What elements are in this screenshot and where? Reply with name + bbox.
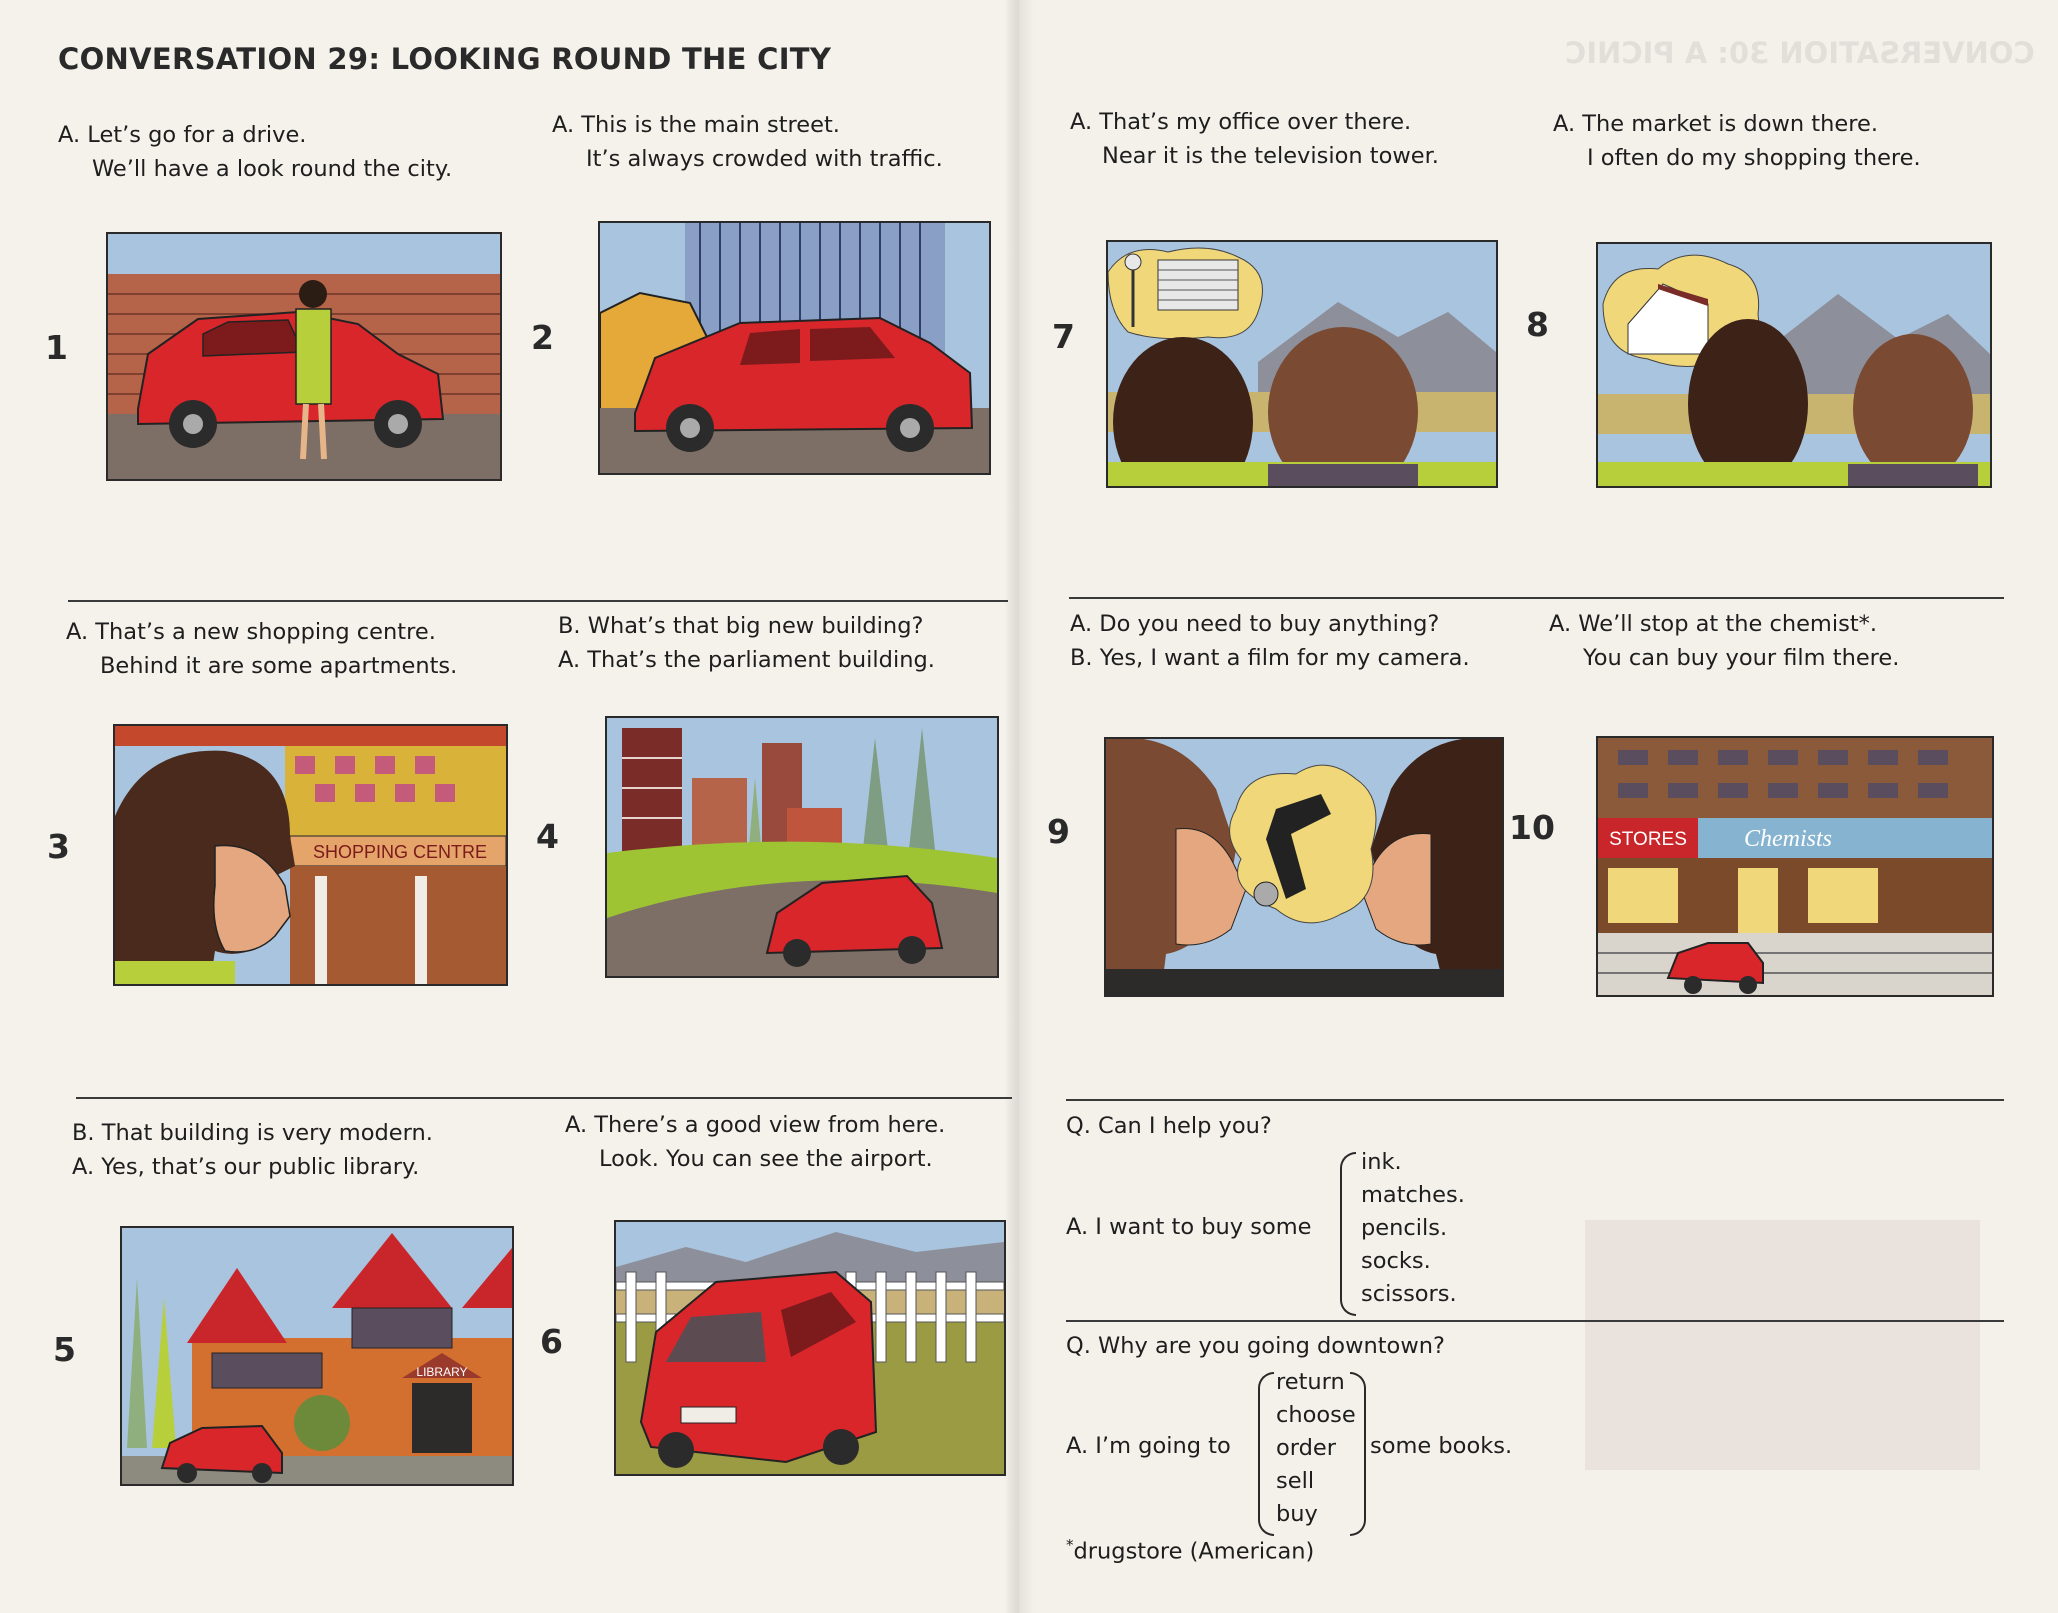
caption-7: A. That’s my office over there. Near it is the television tower. [1070, 109, 1439, 169]
picture-4-parliament-building [605, 716, 999, 978]
drill-2-option: order [1276, 1435, 1336, 1461]
picture-5-public-library [120, 1226, 514, 1486]
drill-1-options [1361, 1146, 1465, 1311]
drill-1-option: scissors. [1361, 1281, 1457, 1307]
caption-3: A. That’s a new shopping centre. Behind it are some apartments. [66, 619, 458, 679]
caption-6: A. There’s a good view from here. Look. You can see the airport. [565, 1112, 946, 1172]
panel-number-10: 10 [1509, 808, 1555, 847]
panel-number-6: 6 [540, 1322, 563, 1361]
drill-1-option: matches. [1361, 1182, 1465, 1208]
picture-8-market [1596, 242, 1992, 488]
divider-right-2 [1066, 1099, 2004, 1101]
panel-number-3: 3 [47, 827, 70, 866]
panel-number-4: 4 [536, 817, 559, 856]
drill-2-right-brace [1350, 1372, 1366, 1536]
drill-2-left-brace [1258, 1372, 1274, 1536]
drill-2-answer-prefix: A. I’m going to [1066, 1433, 1231, 1459]
drill-1-option: ink. [1361, 1149, 1402, 1175]
footnote [1066, 1536, 1314, 1565]
show-through-picture [1585, 1220, 1980, 1470]
chemists-sign: Chemists [1743, 826, 1833, 852]
picture-3-shopping-centre [113, 724, 508, 986]
caption-2: A. This is the main street. It’s always crowded with traffic. [552, 112, 943, 172]
footnote-mark: * [1066, 1536, 1074, 1554]
book-gutter [1004, 0, 1034, 1613]
drill-1-option: pencils. [1361, 1215, 1448, 1241]
drill-2-question: Q. Why are you going downtown? [1066, 1333, 1445, 1359]
drill-1-answer-prefix: A. I want to buy some [1066, 1214, 1312, 1240]
panel-number-2: 2 [531, 318, 554, 357]
drill-1-brace [1340, 1152, 1356, 1316]
panel-number-5: 5 [53, 1330, 76, 1369]
panel-number-1: 1 [45, 328, 68, 367]
divider-left-1 [68, 600, 1008, 602]
drill-2-option: sell [1276, 1468, 1315, 1494]
shopping-centre-sign: SHOPPING CENTRE [312, 842, 488, 862]
panel-number-7: 7 [1052, 317, 1075, 356]
library-sign: LIBRARY [416, 1365, 468, 1379]
panel-number-8: 8 [1526, 305, 1549, 344]
drill-1-option: socks. [1361, 1248, 1431, 1274]
caption-4: B. What’s that big new building? A. That’s the parliament building. [558, 613, 935, 673]
drill-2-options [1276, 1366, 1356, 1531]
drill-2-option: buy [1276, 1501, 1318, 1527]
picture-6-view-airport [614, 1220, 1006, 1476]
page-title: CONVERSATION 29: LOOKING ROUND THE CITY [58, 42, 832, 76]
caption-5: B. That building is very modern. A. Yes, that’s our public library. [72, 1120, 433, 1180]
caption-10: A. We’ll stop at the chemist*. You can buy your film there. [1549, 611, 1900, 671]
picture-2-main-street-traffic [598, 221, 991, 475]
picture-9-film-for-camera [1104, 737, 1504, 997]
picture-1-woman-at-car [106, 232, 502, 481]
footnote-text: drugstore (American) [1073, 1538, 1315, 1565]
panel-number-9: 9 [1047, 812, 1070, 851]
picture-7-office-tv-tower [1106, 240, 1498, 488]
caption-9: A. Do you need to buy anything? B. Yes, I want a film for my camera. [1070, 611, 1470, 671]
drill-2-option: return [1276, 1369, 1345, 1395]
divider-left-2 [76, 1097, 1012, 1099]
caption-1: A. Let’s go for a drive. We’ll have a look round the city. [58, 122, 453, 182]
divider-right-3 [1066, 1320, 2004, 1322]
divider-right-1 [1069, 597, 2004, 599]
picture-10-chemists-store [1596, 736, 1994, 997]
stores-sign: STORES [1609, 829, 1687, 850]
drill-1-question: Q. Can I help you? [1066, 1113, 1272, 1139]
show-through-title: CONVERSATION 30: A PICNIC [1565, 36, 2035, 70]
drill-2-answer-suffix: some books. [1370, 1433, 1513, 1459]
caption-8: A. The market is down there. I often do my shopping there. [1553, 111, 1921, 171]
drill-2-option: choose [1276, 1402, 1356, 1428]
